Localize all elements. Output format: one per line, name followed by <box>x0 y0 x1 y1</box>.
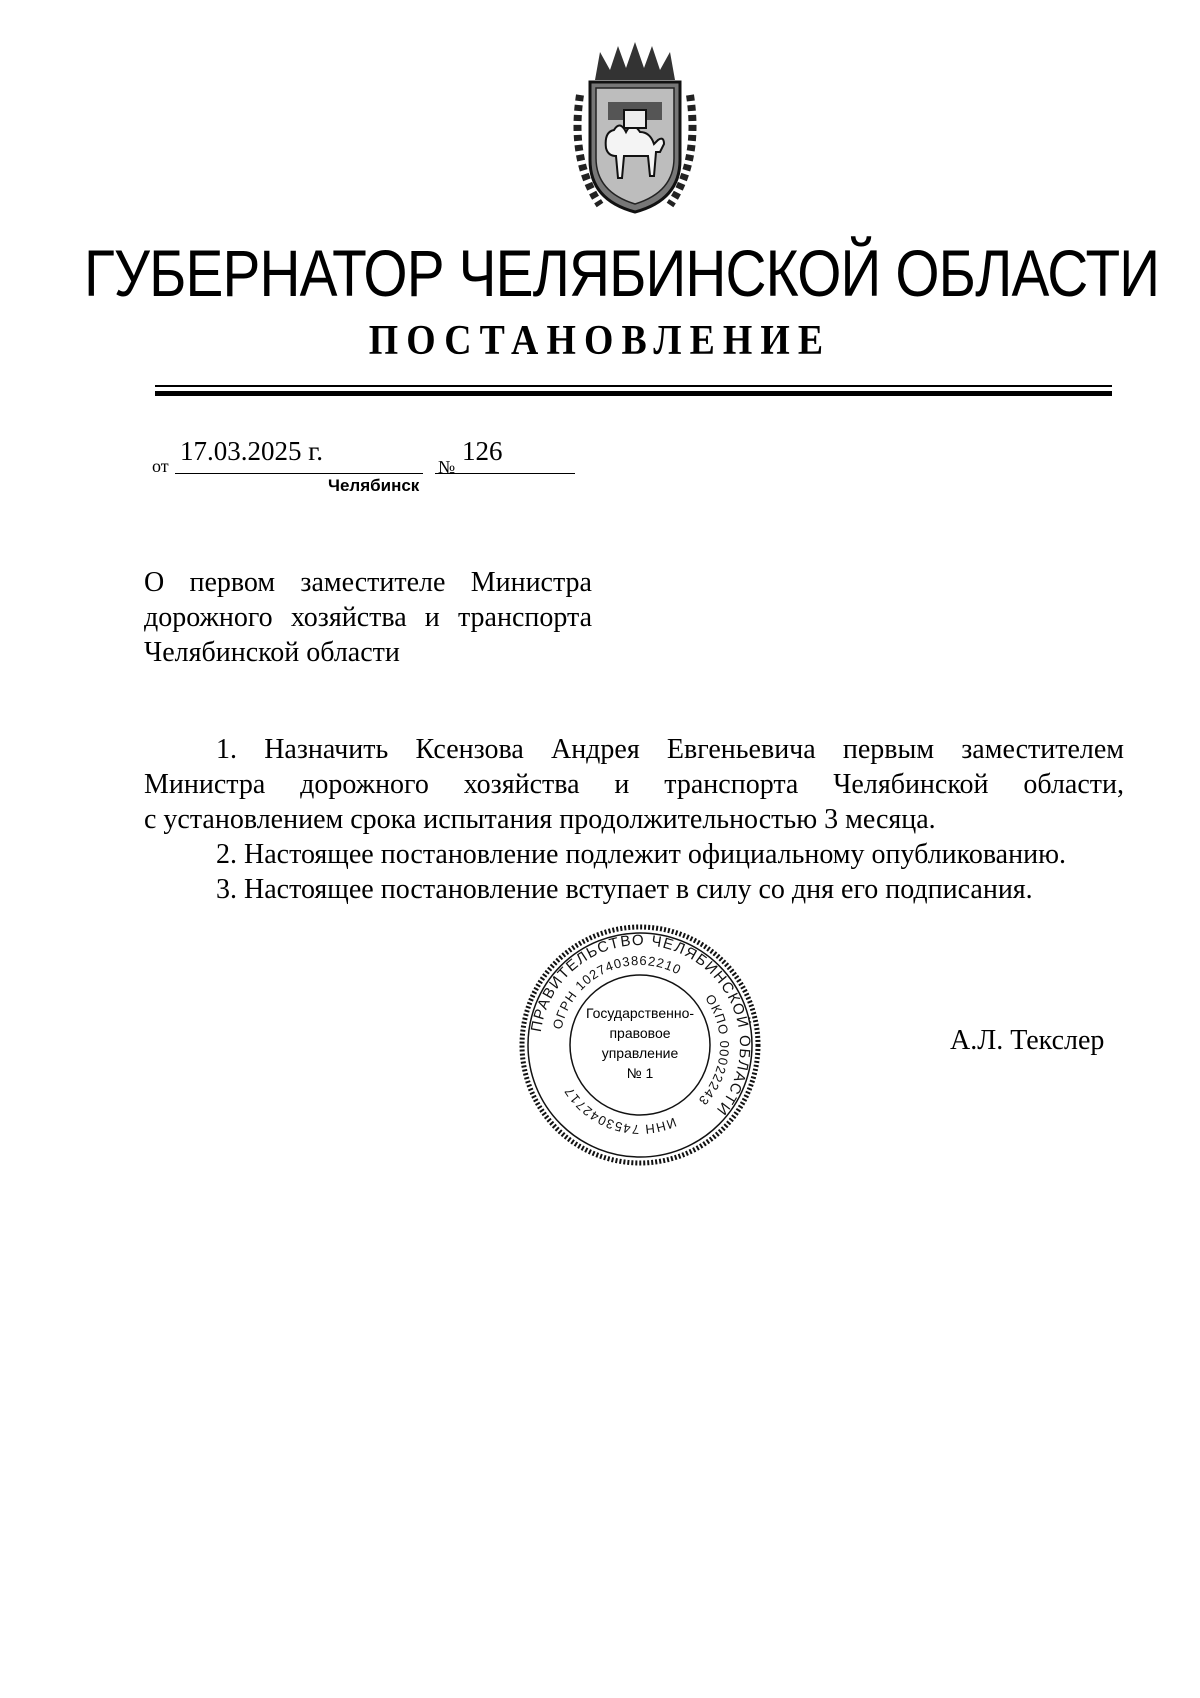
date-prefix: от <box>152 456 169 476</box>
document-body <box>144 732 1124 907</box>
seal-center-line: управление <box>601 1045 679 1061</box>
seal-outer-text: ПРАВИТЕЛЬСТВО ЧЕЛЯБИНСКОЙ ОБЛАСТИ <box>527 931 754 1120</box>
clause-1 <box>144 732 1124 837</box>
header-rule-thin <box>155 385 1112 387</box>
signatory-name: А.Л. Текслер <box>950 1025 1105 1056</box>
seal-center-caption <box>585 1003 695 1083</box>
header-rule-thick <box>155 391 1112 396</box>
subject-line: дорожного хозяйства и транспорта <box>144 602 592 633</box>
number-sign: № <box>438 457 456 477</box>
seal-center-line: № 1 <box>626 1065 654 1081</box>
document-subject <box>144 565 592 670</box>
seal-ogrn-text: ОГРН 1027403862210 <box>549 952 685 1031</box>
document-type-title: ПОСТАНОВЛЕНИЕ <box>368 318 832 364</box>
crown-icon <box>595 42 675 80</box>
coat-of-arms-emblem <box>560 40 710 220</box>
document-date: 17.03.2025 г. <box>180 436 324 466</box>
document-number: 126 <box>462 436 503 466</box>
seal-center-line: Государственно- <box>585 1005 695 1021</box>
clause-3: 3. Настоящее постановление вступает в силу со дня его подписания. <box>216 874 1033 905</box>
seal-inn-text: ИНН 7453042717 <box>560 1083 679 1138</box>
clause-line: 1. Назначить Ксензова Андрея Евгеньевича первым заместителем <box>216 734 1124 765</box>
seal-center-line: правовое <box>609 1025 671 1041</box>
subject-line: Челябинской области <box>144 637 400 668</box>
subject-line: О первом заместителе Министра <box>144 567 592 598</box>
clause-line: с установлением срока испытания продолжительностью 3 месяца. <box>144 804 936 835</box>
seal-okpo-text: ОКПО 00022243 <box>695 991 733 1109</box>
issuing-authority: ГУБЕРНАТОР ЧЕЛЯБИНСКОЙ ОБЛАСТИ <box>84 236 1160 310</box>
date-underline <box>175 473 423 474</box>
number-underline <box>435 473 575 474</box>
clause-2: 2. Настоящее постановление подлежит официальному опубликованию. <box>216 839 1066 870</box>
issue-city: Челябинск <box>328 476 420 495</box>
clause-line: Министра дорожного хозяйства и транспорта Челябинской области, <box>144 769 1124 800</box>
